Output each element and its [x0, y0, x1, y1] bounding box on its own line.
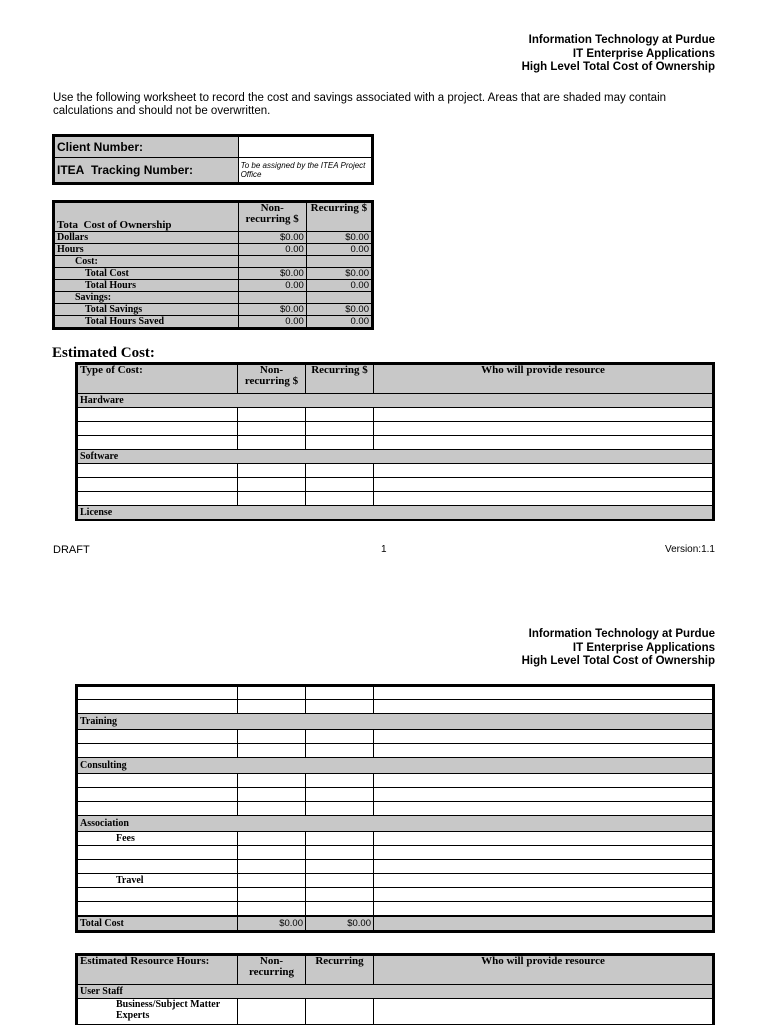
cost-cell[interactable]: [306, 846, 374, 860]
hours-cell[interactable]: [306, 999, 374, 1025]
table-row: [77, 464, 714, 478]
tco-header-text: Cost of Ownership: [83, 219, 172, 231]
cost-cell[interactable]: [77, 436, 238, 450]
tco-row-rec: 0.00: [306, 244, 372, 256]
cost-cell[interactable]: [77, 408, 238, 422]
tco-header-prefix: Tota: [57, 219, 78, 231]
header-line-1: Information Technology at Purdue: [528, 34, 715, 46]
cost-cell[interactable]: [77, 802, 238, 816]
cost-cell[interactable]: [238, 788, 306, 802]
section-association: Association: [77, 816, 714, 832]
cost-cell[interactable]: [77, 730, 238, 744]
cost-cell[interactable]: [77, 492, 238, 506]
tco-row-label: Cost:: [54, 256, 239, 268]
tco-row-nonrec: [238, 292, 306, 304]
cost-cell[interactable]: [77, 774, 238, 788]
cost-cell[interactable]: [374, 436, 714, 450]
tco-row-rec: $0.00: [306, 268, 372, 280]
cost-cell[interactable]: [306, 902, 374, 916]
header-line-1: Information Technology at Purdue: [528, 628, 715, 640]
cost-cell[interactable]: [238, 744, 306, 758]
cost-cell[interactable]: [306, 700, 374, 714]
tco-row-label: Total Hours: [54, 280, 239, 292]
fees-label: Fees: [77, 832, 238, 846]
tco-row-rec: 0.00: [306, 316, 372, 329]
cost-cell[interactable]: [238, 832, 306, 846]
cost-cell[interactable]: [306, 492, 374, 506]
cost-cell[interactable]: [306, 730, 374, 744]
tco-row-dollars: [54, 232, 373, 244]
cost-cell[interactable]: [374, 860, 714, 874]
tco-header-nonrecurring: Non-recurring $: [238, 202, 306, 232]
tco-summary-table: [52, 200, 374, 330]
table-row: [77, 436, 714, 450]
cost-cell[interactable]: [306, 832, 374, 846]
cost-cell[interactable]: [306, 478, 374, 492]
cost-cell[interactable]: [238, 846, 306, 860]
tco-row-hours: [54, 244, 373, 256]
table-row: [77, 860, 714, 874]
tco-row-nonrec: $0.00: [238, 268, 306, 280]
who-provides-header: Who will provide resource: [374, 955, 714, 985]
tco-row-total-savings: [54, 304, 373, 316]
tco-row-rec: 0.00: [306, 280, 372, 292]
tco-row-label: Savings:: [54, 292, 239, 304]
tco-row-nonrec: [238, 256, 306, 268]
client-table: [52, 134, 374, 185]
cost-cell[interactable]: [374, 464, 714, 478]
resource-hours-table: [75, 953, 715, 1025]
tco-row-rec: [306, 292, 372, 304]
page-header: [522, 34, 715, 75]
client-number-field[interactable]: [238, 136, 372, 158]
cost-cell[interactable]: [77, 860, 238, 874]
cost-cell[interactable]: [238, 860, 306, 874]
cost-cell[interactable]: [374, 846, 714, 860]
table-row: [77, 492, 714, 506]
header-line-2: IT Enterprise Applications: [572, 641, 715, 654]
tco-row-label: Total Cost: [54, 268, 239, 280]
total-cost-recurring: $0.00: [306, 916, 374, 932]
tco-header-recurring: Recurring $: [306, 202, 372, 232]
tracking-label-text: Tracking Number:: [91, 162, 194, 177]
cost-cell[interactable]: [238, 408, 306, 422]
resource-hours-header: Estimated Resource Hours:: [77, 955, 238, 985]
cost-cell[interactable]: [77, 686, 238, 700]
table-row: [77, 744, 714, 758]
cost-cell[interactable]: [238, 700, 306, 714]
cost-cell[interactable]: [238, 686, 306, 700]
tco-row-total-hours-saved: [54, 316, 373, 329]
cost-cell[interactable]: [306, 874, 374, 888]
cost-cell[interactable]: [306, 888, 374, 902]
total-cost-nonrecurring: $0.00: [238, 916, 306, 932]
itea-prefix: ITEA: [57, 162, 85, 177]
cost-cell[interactable]: [77, 902, 238, 916]
tco-row-nonrec: 0.00: [238, 280, 306, 292]
cost-cell[interactable]: [374, 902, 714, 916]
tco-row-label: Total Hours Saved: [54, 316, 239, 329]
cost-cell[interactable]: [238, 464, 306, 478]
cost-cell[interactable]: [238, 774, 306, 788]
tco-row-total-hours: [54, 280, 373, 292]
cost-cell[interactable]: [374, 888, 714, 902]
section-training: Training: [77, 714, 714, 730]
tco-row-nonrec: 0.00: [238, 244, 306, 256]
cost-cell[interactable]: [238, 730, 306, 744]
cost-cell[interactable]: [238, 874, 306, 888]
cost-cell[interactable]: [306, 436, 374, 450]
client-number-label: Client Number:: [54, 136, 239, 158]
tco-row-nonrec: 0.00: [238, 316, 306, 329]
tco-row-nonrec: $0.00: [238, 304, 306, 316]
cost-cell[interactable]: [306, 422, 374, 436]
table-row: [77, 730, 714, 744]
tco-header-label: [54, 202, 239, 232]
tco-row-rec: [306, 256, 372, 268]
section-consulting: Consulting: [77, 758, 714, 774]
section-hardware: Hardware: [77, 394, 714, 408]
cost-cell[interactable]: [238, 478, 306, 492]
footer-version: Version:1.1: [664, 544, 715, 555]
instructions-line-1: Use the following worksheet to record the cost and savings associated with a project. Areas that are shaded may contain: [53, 92, 667, 104]
cost-cell[interactable]: [374, 802, 714, 816]
table-row: [77, 999, 714, 1025]
type-of-cost-header: Type of Cost:: [77, 364, 238, 394]
cost-cell[interactable]: [374, 730, 714, 744]
cost-cell[interactable]: [306, 802, 374, 816]
tco-row-label: Dollars: [54, 232, 239, 244]
footer-page-number: 1: [381, 544, 387, 555]
cost-cell[interactable]: [77, 788, 238, 802]
cost-cell[interactable]: [374, 408, 714, 422]
tco-row-rec: $0.00: [306, 304, 372, 316]
nonrecurring-header: Non-recurring: [238, 955, 306, 985]
cost-cell[interactable]: [77, 464, 238, 478]
cost-cell[interactable]: [306, 686, 374, 700]
cost-cell[interactable]: [77, 888, 238, 902]
page-2-header: [522, 628, 715, 669]
total-cost-row: [77, 916, 714, 932]
cost-cell[interactable]: [306, 860, 374, 874]
cost-cell[interactable]: [77, 700, 238, 714]
cost-cell[interactable]: [306, 464, 374, 478]
who-provides-header: Who will provide resource: [374, 364, 714, 394]
section-user-staff: User Staff: [77, 985, 714, 999]
cost-cell[interactable]: [306, 408, 374, 422]
table-row: [77, 788, 714, 802]
table-row: [77, 700, 714, 714]
recurring-header: Recurring $: [306, 364, 374, 394]
cost-cell[interactable]: [238, 888, 306, 902]
tracking-number-label: [54, 158, 239, 184]
cost-cell[interactable]: [238, 436, 306, 450]
cost-cell[interactable]: [374, 686, 714, 700]
total-cost-label: Total Cost: [77, 916, 238, 932]
instructions-line-2: calculations and should not be overwritten.: [53, 105, 271, 117]
cost-cell[interactable]: [77, 422, 238, 436]
section-software: Software: [77, 450, 714, 464]
cost-cell[interactable]: [238, 492, 306, 506]
cost-cell[interactable]: [374, 700, 714, 714]
cost-cell[interactable]: [374, 744, 714, 758]
tracking-number-note: To be assigned by the ITEA Project Office: [238, 158, 372, 184]
table-row: [77, 888, 714, 902]
table-row: [77, 874, 714, 888]
cost-cell[interactable]: [306, 774, 374, 788]
hours-cell[interactable]: [374, 999, 714, 1025]
table-row: [77, 408, 714, 422]
tco-row-label: Hours: [54, 244, 239, 256]
table-row: [77, 802, 714, 816]
header-line-3: High Level Total Cost of Ownership: [521, 655, 715, 667]
cost-cell[interactable]: [77, 846, 238, 860]
business-sme-label: Business/Subject Matter Experts: [77, 999, 238, 1025]
table-row: [77, 422, 714, 436]
nonrecurring-header: Non-recurring $: [238, 364, 306, 394]
table-row: [77, 686, 714, 700]
cost-cell[interactable]: [306, 788, 374, 802]
section-license: License: [77, 506, 714, 520]
cost-cell[interactable]: [238, 422, 306, 436]
total-cost-who: [374, 916, 714, 932]
cost-cell[interactable]: [374, 774, 714, 788]
table-row: [77, 902, 714, 916]
estimated-cost-title: Estimated Cost:: [52, 345, 155, 361]
cost-cell[interactable]: [238, 902, 306, 916]
cost-cell[interactable]: [374, 874, 714, 888]
cost-cell[interactable]: [77, 478, 238, 492]
tco-row-rec: $0.00: [306, 232, 372, 244]
estimated-cost-table-continued: [75, 684, 715, 933]
travel-label: Travel: [77, 874, 238, 888]
tco-row-label: Total Savings: [54, 304, 239, 316]
cost-cell[interactable]: [77, 744, 238, 758]
table-row: [77, 774, 714, 788]
cost-cell[interactable]: [238, 802, 306, 816]
cost-cell[interactable]: [374, 492, 714, 506]
tco-row-nonrec: $0.00: [238, 232, 306, 244]
cost-cell[interactable]: [374, 788, 714, 802]
header-line-3: High Level Total Cost of Ownership: [521, 61, 715, 73]
header-line-2: IT Enterprise Applications: [572, 47, 715, 60]
tco-row-total-cost: [54, 268, 373, 280]
recurring-header: Recurring: [306, 955, 374, 985]
cost-cell[interactable]: [306, 744, 374, 758]
table-row: [77, 846, 714, 860]
cost-cell[interactable]: [374, 422, 714, 436]
hours-cell[interactable]: [238, 999, 306, 1025]
table-row: [77, 832, 714, 846]
cost-cell[interactable]: [374, 832, 714, 846]
footer-draft: DRAFT: [53, 544, 90, 556]
tco-row-savings: [54, 292, 373, 304]
instructions: [53, 92, 733, 118]
estimated-cost-table: [75, 362, 715, 521]
cost-cell[interactable]: [374, 478, 714, 492]
table-row: [77, 478, 714, 492]
tco-row-cost: [54, 256, 373, 268]
